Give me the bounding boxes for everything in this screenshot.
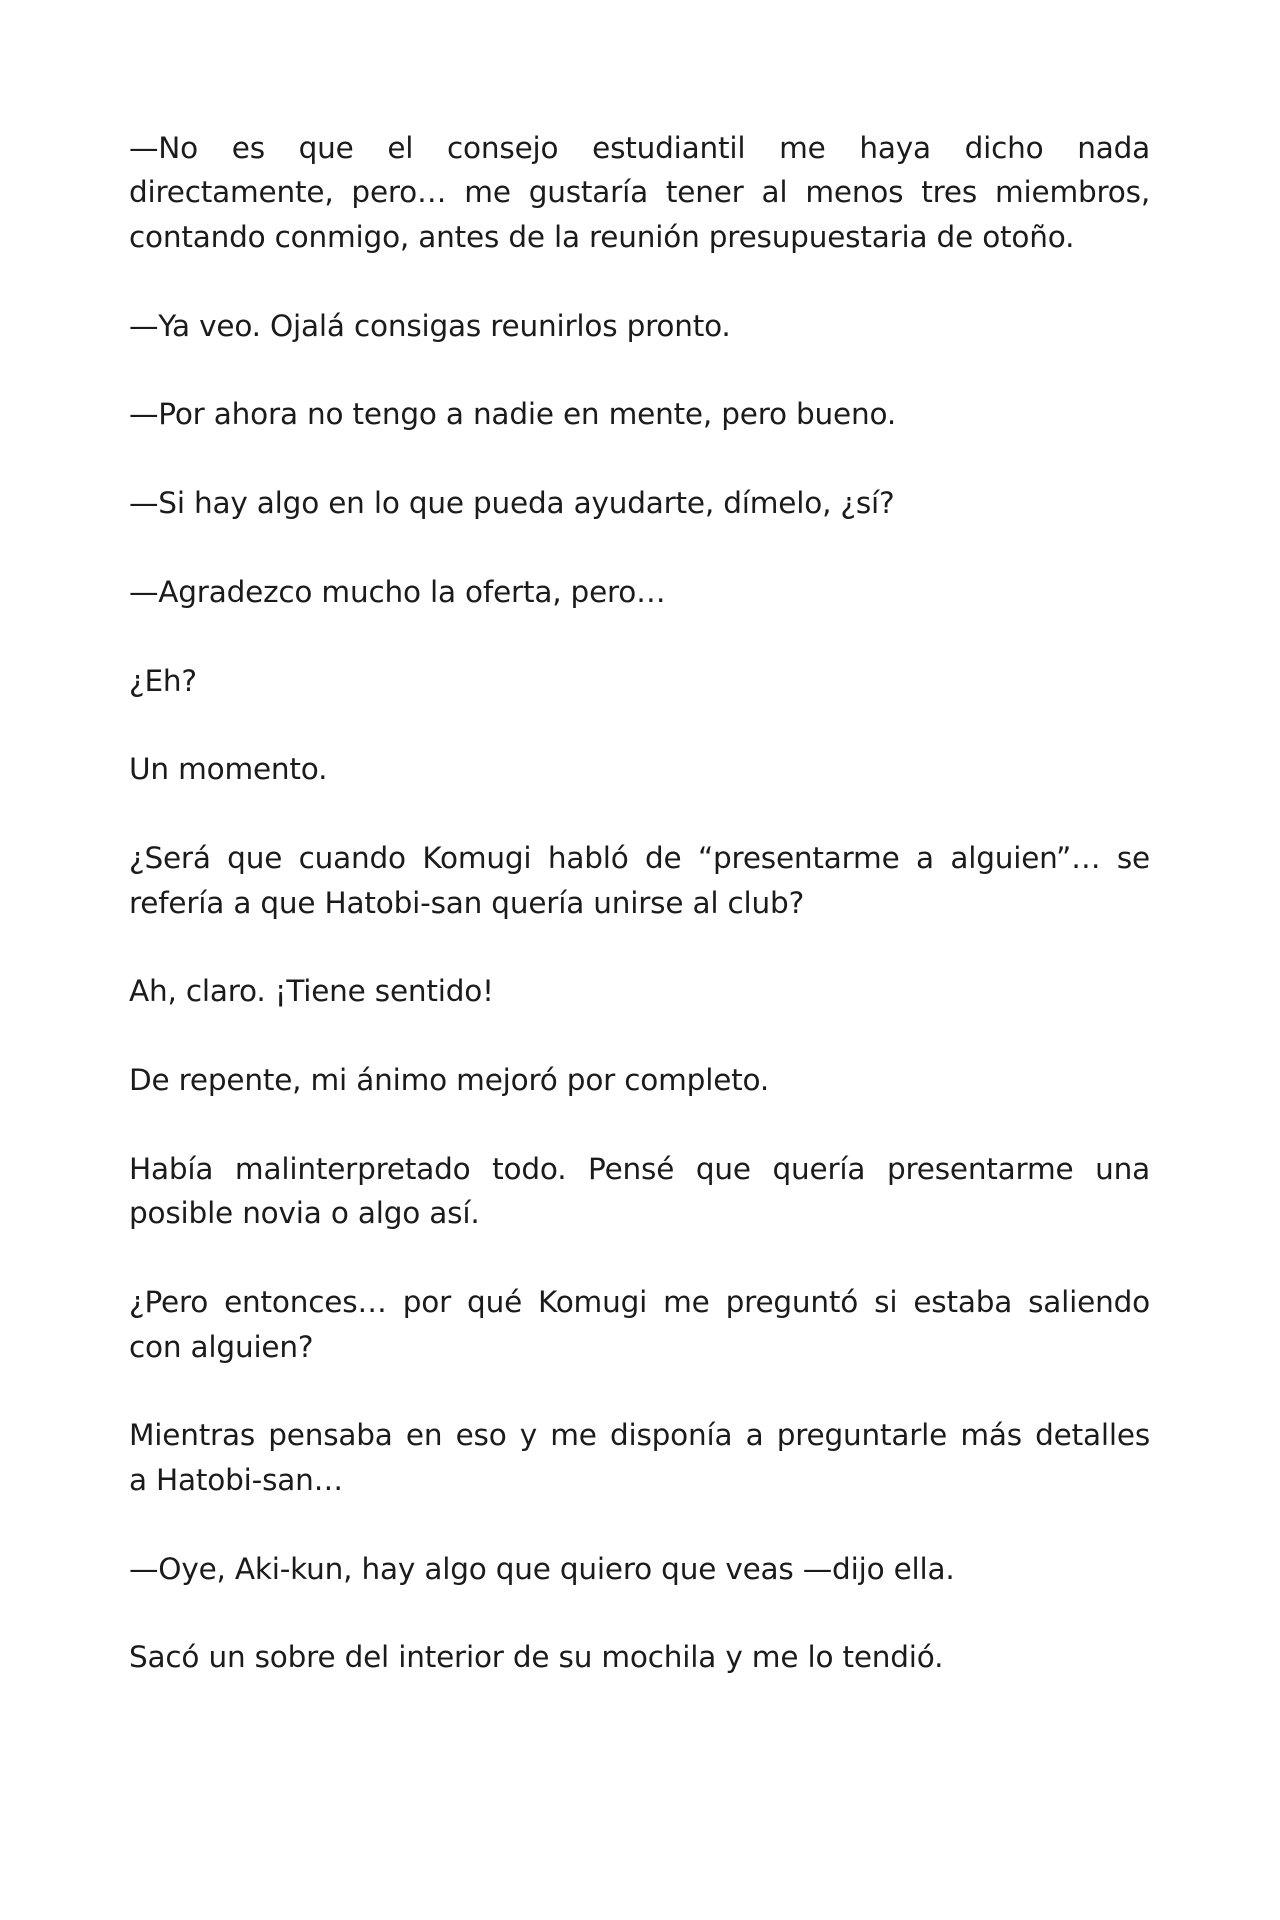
text-line: —No es que el consejo estudiantil me haya dicho nada	[129, 131, 1150, 165]
text-line: Había malinterpretado todo. Pensé que quería presentarme una	[129, 1151, 1150, 1186]
text-line: a Hatobi-san…	[129, 1462, 343, 1497]
text-line: ¿Será que cuando Komugi habló de “presentarme a alguien”… se	[129, 841, 1150, 876]
document-page	[129, 126, 1150, 1724]
paragraph-9	[129, 969, 1150, 1013]
paragraph-11	[129, 1147, 1150, 1236]
paragraph-7	[129, 747, 1150, 791]
text-line: posible novia o algo así.	[129, 1196, 480, 1231]
paragraph-13	[129, 1413, 1150, 1502]
paragraph-4	[129, 481, 1150, 525]
text-line: —Ya veo. Ojalá consigas reunirlos pronto.	[129, 308, 731, 343]
text-line: refería a que Hatobi-san quería unirse al club?	[129, 885, 805, 920]
text-line: —Si hay algo en lo que pueda ayudarte, dímelo, ¿sí?	[129, 486, 895, 521]
paragraph-14	[129, 1547, 1150, 1591]
text-line: Sacó un sobre del interior de su mochila y me lo tendió.	[129, 1640, 944, 1675]
paragraph-5	[129, 570, 1150, 614]
text-line: —Oye, Aki-kun, hay algo que quiero que veas —dijo ella.	[129, 1551, 955, 1586]
text-line: con alguien?	[129, 1329, 314, 1364]
paragraph-15	[129, 1635, 1150, 1679]
text-line: De repente, mi ánimo mejoró por completo.	[129, 1063, 770, 1098]
text-line: Mientras pensaba en eso y me disponía a preguntarle más detalles	[129, 1418, 1150, 1453]
text-line: ¿Pero entonces… por qué Komugi me preguntó si estaba saliendo	[129, 1285, 1150, 1320]
paragraph-2	[129, 304, 1150, 348]
text-line: —Por ahora no tengo a nadie en mente, pero bueno.	[129, 397, 896, 432]
paragraph-12	[129, 1280, 1150, 1369]
paragraph-1	[129, 126, 1150, 259]
paragraph-10	[129, 1058, 1150, 1102]
text-line: contando conmigo, antes de la reunión presupuestaria de otoño.	[129, 219, 1075, 254]
paragraph-6	[129, 659, 1150, 703]
text-line: ¿Eh?	[129, 663, 197, 698]
paragraph-8	[129, 836, 1150, 925]
text-line: Un momento.	[129, 752, 328, 787]
paragraph-3	[129, 392, 1150, 436]
text-line: —Agradezco mucho la oferta, pero…	[129, 574, 666, 609]
text-line: directamente, pero… me gustaría tener al menos tres miembros,	[129, 175, 1150, 210]
text-line: Ah, claro. ¡Tiene sentido!	[129, 974, 494, 1009]
